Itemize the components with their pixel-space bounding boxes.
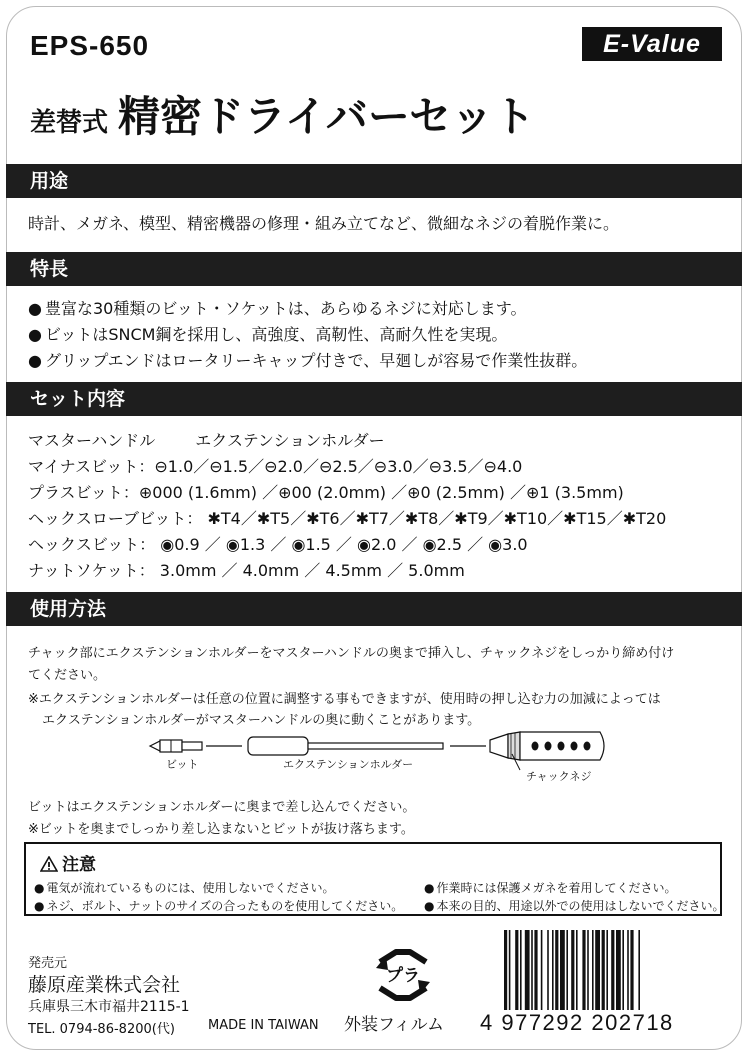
barcode-bar (592, 930, 594, 1016)
barcode-bar (547, 930, 549, 1016)
brand-logo: E-Value (582, 27, 722, 61)
recycle-icon (372, 946, 434, 1004)
caution-item: ● 本来の目的、用途以外での使用はしないでください。 (424, 897, 725, 914)
feature-item: ● ビットはSNCM鋼を採用し、高強度、高靭性、高耐久性を実現。 (28, 322, 587, 348)
contents-row: マイナスビット：⊖1.0／⊖1.5／⊖2.0／⊖2.5／⊖3.0／⊖3.5／⊖4.0 (28, 457, 523, 476)
model-number: EPS-650 (30, 30, 150, 61)
label-bit: ビット (166, 758, 199, 771)
title-main: 精密ドライバーセット (118, 92, 536, 141)
seller-label: 発売元 (28, 956, 68, 971)
bit-illustration (150, 740, 202, 752)
title-prefix: 差替式 (30, 108, 109, 138)
method-note: ※エクステンションホルダーは任意の位置に調整する事もできますが、使用時の押し込む力の加減によっては (28, 692, 661, 707)
barcode (500, 930, 720, 1016)
contents-heading: セット内容 (6, 382, 742, 416)
barcode-bar (534, 930, 537, 1016)
holder-illustration (248, 737, 443, 755)
recycle-mark-text: プラ (386, 966, 420, 986)
barcode-bar (630, 930, 633, 1016)
contents-row: ヘックスビット： ◉0.9 ／ ◉1.3 ／ ◉1.5 ／ ◉2.0 ／ ◉2.5 ／ ◉3.0 (28, 535, 528, 554)
barcode-bar (595, 930, 600, 1016)
method-note: エクステンションホルダーがマスターハンドルの奥に動くことがあります。 (42, 713, 481, 728)
caution-item: ● 電気が流れているものには、使用しないでください。 (34, 879, 335, 896)
barcode-bar (504, 930, 507, 1016)
method-line: てください。 (28, 668, 107, 683)
barcode-bar (602, 930, 605, 1016)
contents-row: プラスビット：⊕000 (1.6mm) ／⊕00 (2.0mm) ／⊕0 (2.5mm) ／⊕1 (3.5mm) (28, 483, 624, 502)
barcode-bar (638, 930, 640, 1016)
company-name: 藤原産業株式会社 (28, 974, 181, 996)
usage-heading: 用途 (6, 164, 742, 198)
barcode-bar (515, 930, 518, 1016)
barcode-bar (606, 930, 608, 1016)
barcode-bar (627, 930, 629, 1016)
extension-holder-label: エクステンションホルダー (195, 431, 385, 450)
caution-box (24, 842, 725, 916)
method-heading: 使用方法 (6, 592, 742, 626)
contents-row (28, 428, 666, 454)
barcode-digits: 4 977292 202718 (480, 1010, 674, 1035)
origin-label: MADE IN TAIWAN (208, 1018, 319, 1033)
feature-item: ● グリップエンドはロータリーキャップ付きで、早廻しが容易で作業性抜群。 (28, 348, 587, 374)
caution-item: ● ネジ、ボルト、ナットのサイズの合ったものを使用してください。 (34, 897, 403, 914)
barcode-bar (552, 930, 554, 1016)
company-address: 兵庫県三木市福井2115-1 (28, 999, 190, 1015)
master-handle-label: マスターハンドル (28, 431, 156, 450)
features-heading: 特長 (6, 252, 742, 286)
label-holder: エクステンションホルダー (283, 758, 414, 771)
feature-item: ● 豊富な30種類のビット・ソケットは、あらゆるネジに対応します。 (28, 296, 587, 322)
barcode-bar (531, 930, 533, 1016)
barcode-bar (509, 930, 511, 1016)
barcode-bar (566, 930, 568, 1016)
usage-text: 時計、メガネ、模型、精密機器の修理・組み立てなど、微細なネジの着脱作業に。 (28, 214, 620, 233)
barcode-bar (587, 930, 589, 1016)
contents-row: ヘックスローブビット： ✱T4／✱T5／✱T6／✱T7／✱T8／✱T9／✱T10／✱T15／✱T20 (28, 509, 667, 528)
caution-item: ● 作業時には保護メガネを着用してください。 (424, 879, 677, 896)
label-chuck: チャックネジ (526, 770, 592, 783)
contents-row: ナットソケット： 3.0mm ／ 4.0mm ／ 4.5mm ／ 5.0mm (28, 561, 465, 580)
barcode-bar (582, 930, 585, 1016)
method-line: チャック部にエクステンションホルダーをマスターハンドルの奥まで挿入し、チャックネジをしっかり締め付け (28, 646, 675, 661)
barcode-bar (520, 930, 522, 1016)
barcode-bar (576, 930, 578, 1016)
barcode-bar (616, 930, 621, 1016)
barcode-bar (525, 930, 530, 1016)
caution-heading: 注意 (40, 850, 96, 875)
warning-icon (40, 856, 58, 872)
method-after: ※ビットを奥までしっかり差し込まないとビットが抜け落ちます。 (28, 822, 414, 837)
method-after: ビットはエクステンションホルダーに奥まで差し込んでください。 (28, 800, 416, 815)
handle-illustration (490, 732, 604, 760)
barcode-bar (571, 930, 574, 1016)
barcode-bar (622, 930, 624, 1016)
product-title (30, 84, 535, 144)
set-contents (28, 428, 666, 584)
barcode-bar (560, 930, 565, 1016)
features-list (28, 296, 587, 374)
barcode-bar (555, 930, 558, 1016)
recycle-label: 外装フィルム (344, 1015, 444, 1035)
barcode-bar (541, 930, 543, 1016)
barcode-bar (611, 930, 614, 1016)
company-tel: TEL. 0794-86-8200(代) (28, 1022, 175, 1037)
